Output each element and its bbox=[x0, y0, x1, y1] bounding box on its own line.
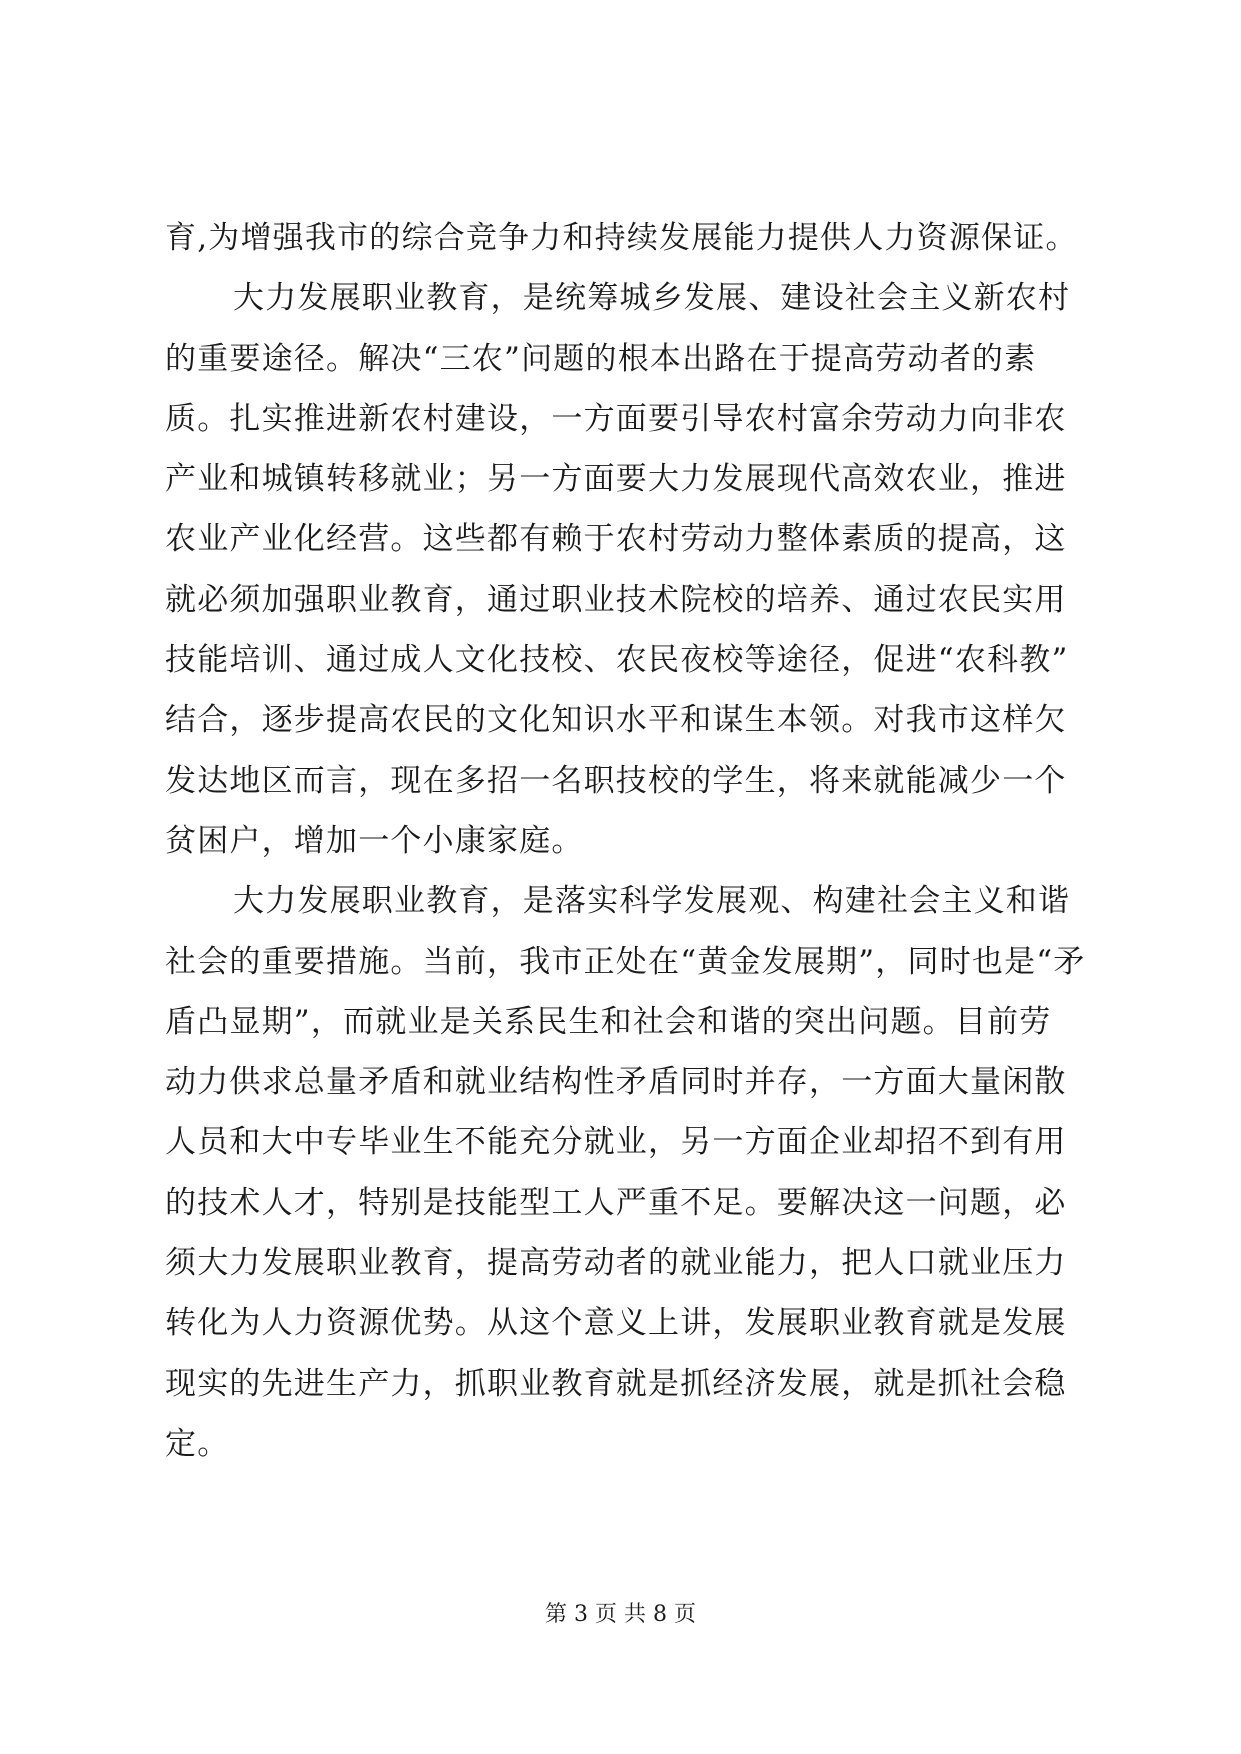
text-line: 就必须加强职业教育，通过职业技术院校的培养、通过农民实用 bbox=[165, 581, 1067, 618]
text-line: 须大力发展职业教育，提高劳动者的就业能力，把人口就业压力 bbox=[165, 1245, 1067, 1282]
text-line: 定。 bbox=[165, 1425, 230, 1462]
text-line: 结合，逐步提高农民的文化知识水平和谋生本领。对我市这样欠 bbox=[165, 702, 1067, 739]
text-line: 的技术人才，特别是技能型工人严重不足。要解决这一问题，必 bbox=[165, 1184, 1067, 1221]
text-line: 人员和大中专毕业生不能充分就业，另一方面企业却招不到有用 bbox=[165, 1124, 1067, 1161]
text-line: 动力供求总量矛盾和就业结构性矛盾同时并存，一方面大量闲散 bbox=[165, 1064, 1067, 1101]
text-line: 大力发展职业教育，是统筹城乡发展、建设社会主义新农村 bbox=[233, 280, 1071, 317]
document-body bbox=[165, 208, 1085, 1474]
page-number: 第 3 页 共 8 页 bbox=[545, 1602, 696, 1627]
paragraph bbox=[165, 268, 1085, 871]
text-line: 转化为人力资源优势。从这个意义上讲，发展职业教育就是发展 bbox=[165, 1305, 1067, 1342]
text-line: 发达地区而言，现在多招一名职技校的学生，将来就能减少一个 bbox=[165, 762, 1067, 799]
text-line: 盾凸显期”，而就业是关系民生和社会和谐的突出问题。目前劳 bbox=[165, 1003, 1052, 1040]
text-line: 的重要途径。解决“三农”问题的根本出路在于提高劳动者的素 bbox=[165, 340, 1037, 377]
text-line: 产业和城镇转移就业；另一方面要大力发展现代高效农业，推进 bbox=[165, 461, 1067, 498]
text-line: 技能培训、通过成人文化技校、农民夜校等途径，促进“农科教” bbox=[165, 642, 1069, 679]
text-line: 现实的先进生产力，抓职业教育就是抓经济发展，就是抓社会稳 bbox=[165, 1365, 1067, 1402]
text-line: 贫困户，增加一个小康家庭。 bbox=[165, 822, 584, 859]
text-line: 质。扎实推进新农村建设，一方面要引导农村富余劳动力向非农 bbox=[165, 400, 1067, 437]
text-line: 社会的重要措施。当前，我市正处在“黄金发展期”，同时也是“矛 bbox=[165, 943, 1086, 980]
paragraph bbox=[165, 208, 1085, 268]
text-line: 农业产业化经营。这些都有赖于农村劳动力整体素质的提高，这 bbox=[165, 521, 1067, 558]
page-footer bbox=[0, 1600, 1241, 1630]
text-line: 大力发展职业教育，是落实科学发展观、构建社会主义和谐 bbox=[233, 883, 1071, 920]
paragraph bbox=[165, 871, 1085, 1474]
text-line: 育,为增强我市的综合竞争力和持续发展能力提供人力资源保证。 bbox=[165, 220, 1078, 256]
